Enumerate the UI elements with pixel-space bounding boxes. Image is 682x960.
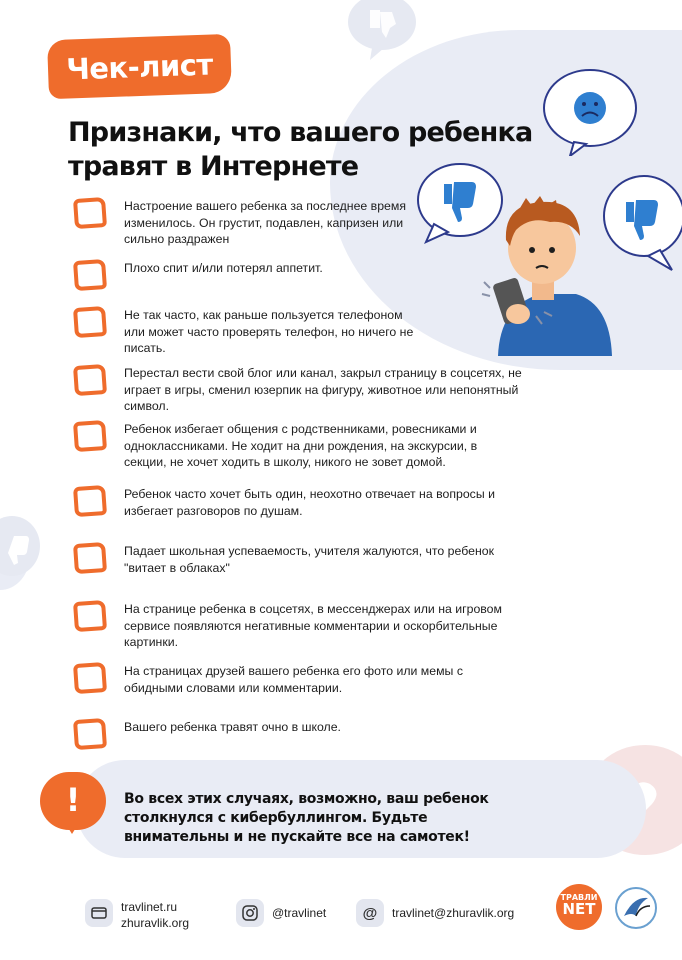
boy-with-phone-illustration [480,186,620,356]
instagram-icon [236,899,264,927]
checklist-item-text: Вашего ребенка травят очно в школе. [124,720,341,734]
checkbox[interactable] [73,259,107,291]
callout-text: Во всех этих случаях, возможно, ваш ребенок столкнулся с кибербуллингом. Будьте внимательны и не пускайте все на самотек! [124,791,489,845]
checkbox[interactable] [73,364,107,396]
logo-line-1: ТРАВЛИ [560,893,598,902]
checkbox[interactable] [73,718,107,750]
checklist-item-text: На странице ребенка в соцсетях, в мессенджерах или на игровом сервисе появляются негативные комментарии и оскорбительные картинки. [124,602,502,649]
checklist-badge [47,34,232,99]
checkbox[interactable] [73,600,107,632]
checklist-item-text: Плохо спит и/или потерял аппетит. [124,261,323,275]
site-link-travlinet[interactable]: travlinet.ru [121,900,178,914]
exclamation-bubble-tail [62,818,82,834]
badge-label: Чек-лист [65,46,214,87]
travli-net-logo [556,884,602,930]
instagram-handle[interactable]: @travlinet [272,906,327,920]
title-line-1: Признаки, что вашего ребенка [68,117,533,148]
sad-face-bubble [540,66,640,156]
checklist-item-text: На страницах друзей вашего ребенка его фото или мемы с обидными словами или комментарии. [124,664,463,695]
thumbs-down-bubble-top [342,0,422,60]
checklist-item-text: Ребенок часто хочет быть один, неохотно отвечает на вопросы и избегает разговоров по душам. [124,487,495,518]
checklist-item-text: Ребенок избегает общения с родственниками, ровесниками и одноклассниками. Не ходит на дни рождения, на экскурсии, в секции, не хочет ходить в школу, никого не зовет домой. [124,422,478,469]
checkbox[interactable] [73,662,107,694]
footer-websites [121,899,189,931]
sad-face-icon [574,92,606,124]
checkbox[interactable] [73,542,107,574]
site-link-zhuravlik[interactable]: zhuravlik.org [121,916,190,930]
web-icon [85,899,113,927]
checkbox[interactable] [73,197,107,229]
checkbox[interactable] [73,485,107,517]
checkbox[interactable] [73,420,107,452]
checklist-item-text: Падает школьная успеваемость, учителя жалуются, что ребенок "витает в облаках" [124,544,494,575]
checklist-item-text: Перестал вести свой блог или канал, закрыл страницу в соцсетях, не играет в игры, сменил юзерпик на фигуру, животное или непонятный символ. [124,366,522,413]
checklist-item-text: Настроение вашего ребенка за последнее время изменилось. Он грустит, подавлен, капризен или сильно раздражен [124,199,406,246]
logo-line-2: NET [562,900,596,918]
checkbox[interactable] [73,306,107,338]
at-icon: @ [356,899,384,927]
title-line-2: травят в Интернете [68,151,359,182]
crane-logo-icon [614,886,658,930]
page-title [68,116,538,184]
checklist-item-text: Не так часто, как раньше пользуется телефоном или может часто проверять телефон, но ничего не писать. [124,308,414,355]
exclamation-mark: ! [65,781,81,819]
thumbs-down-bubble-grey [0,512,42,586]
email-link[interactable]: travlinet@zhuravlik.org [392,906,515,920]
